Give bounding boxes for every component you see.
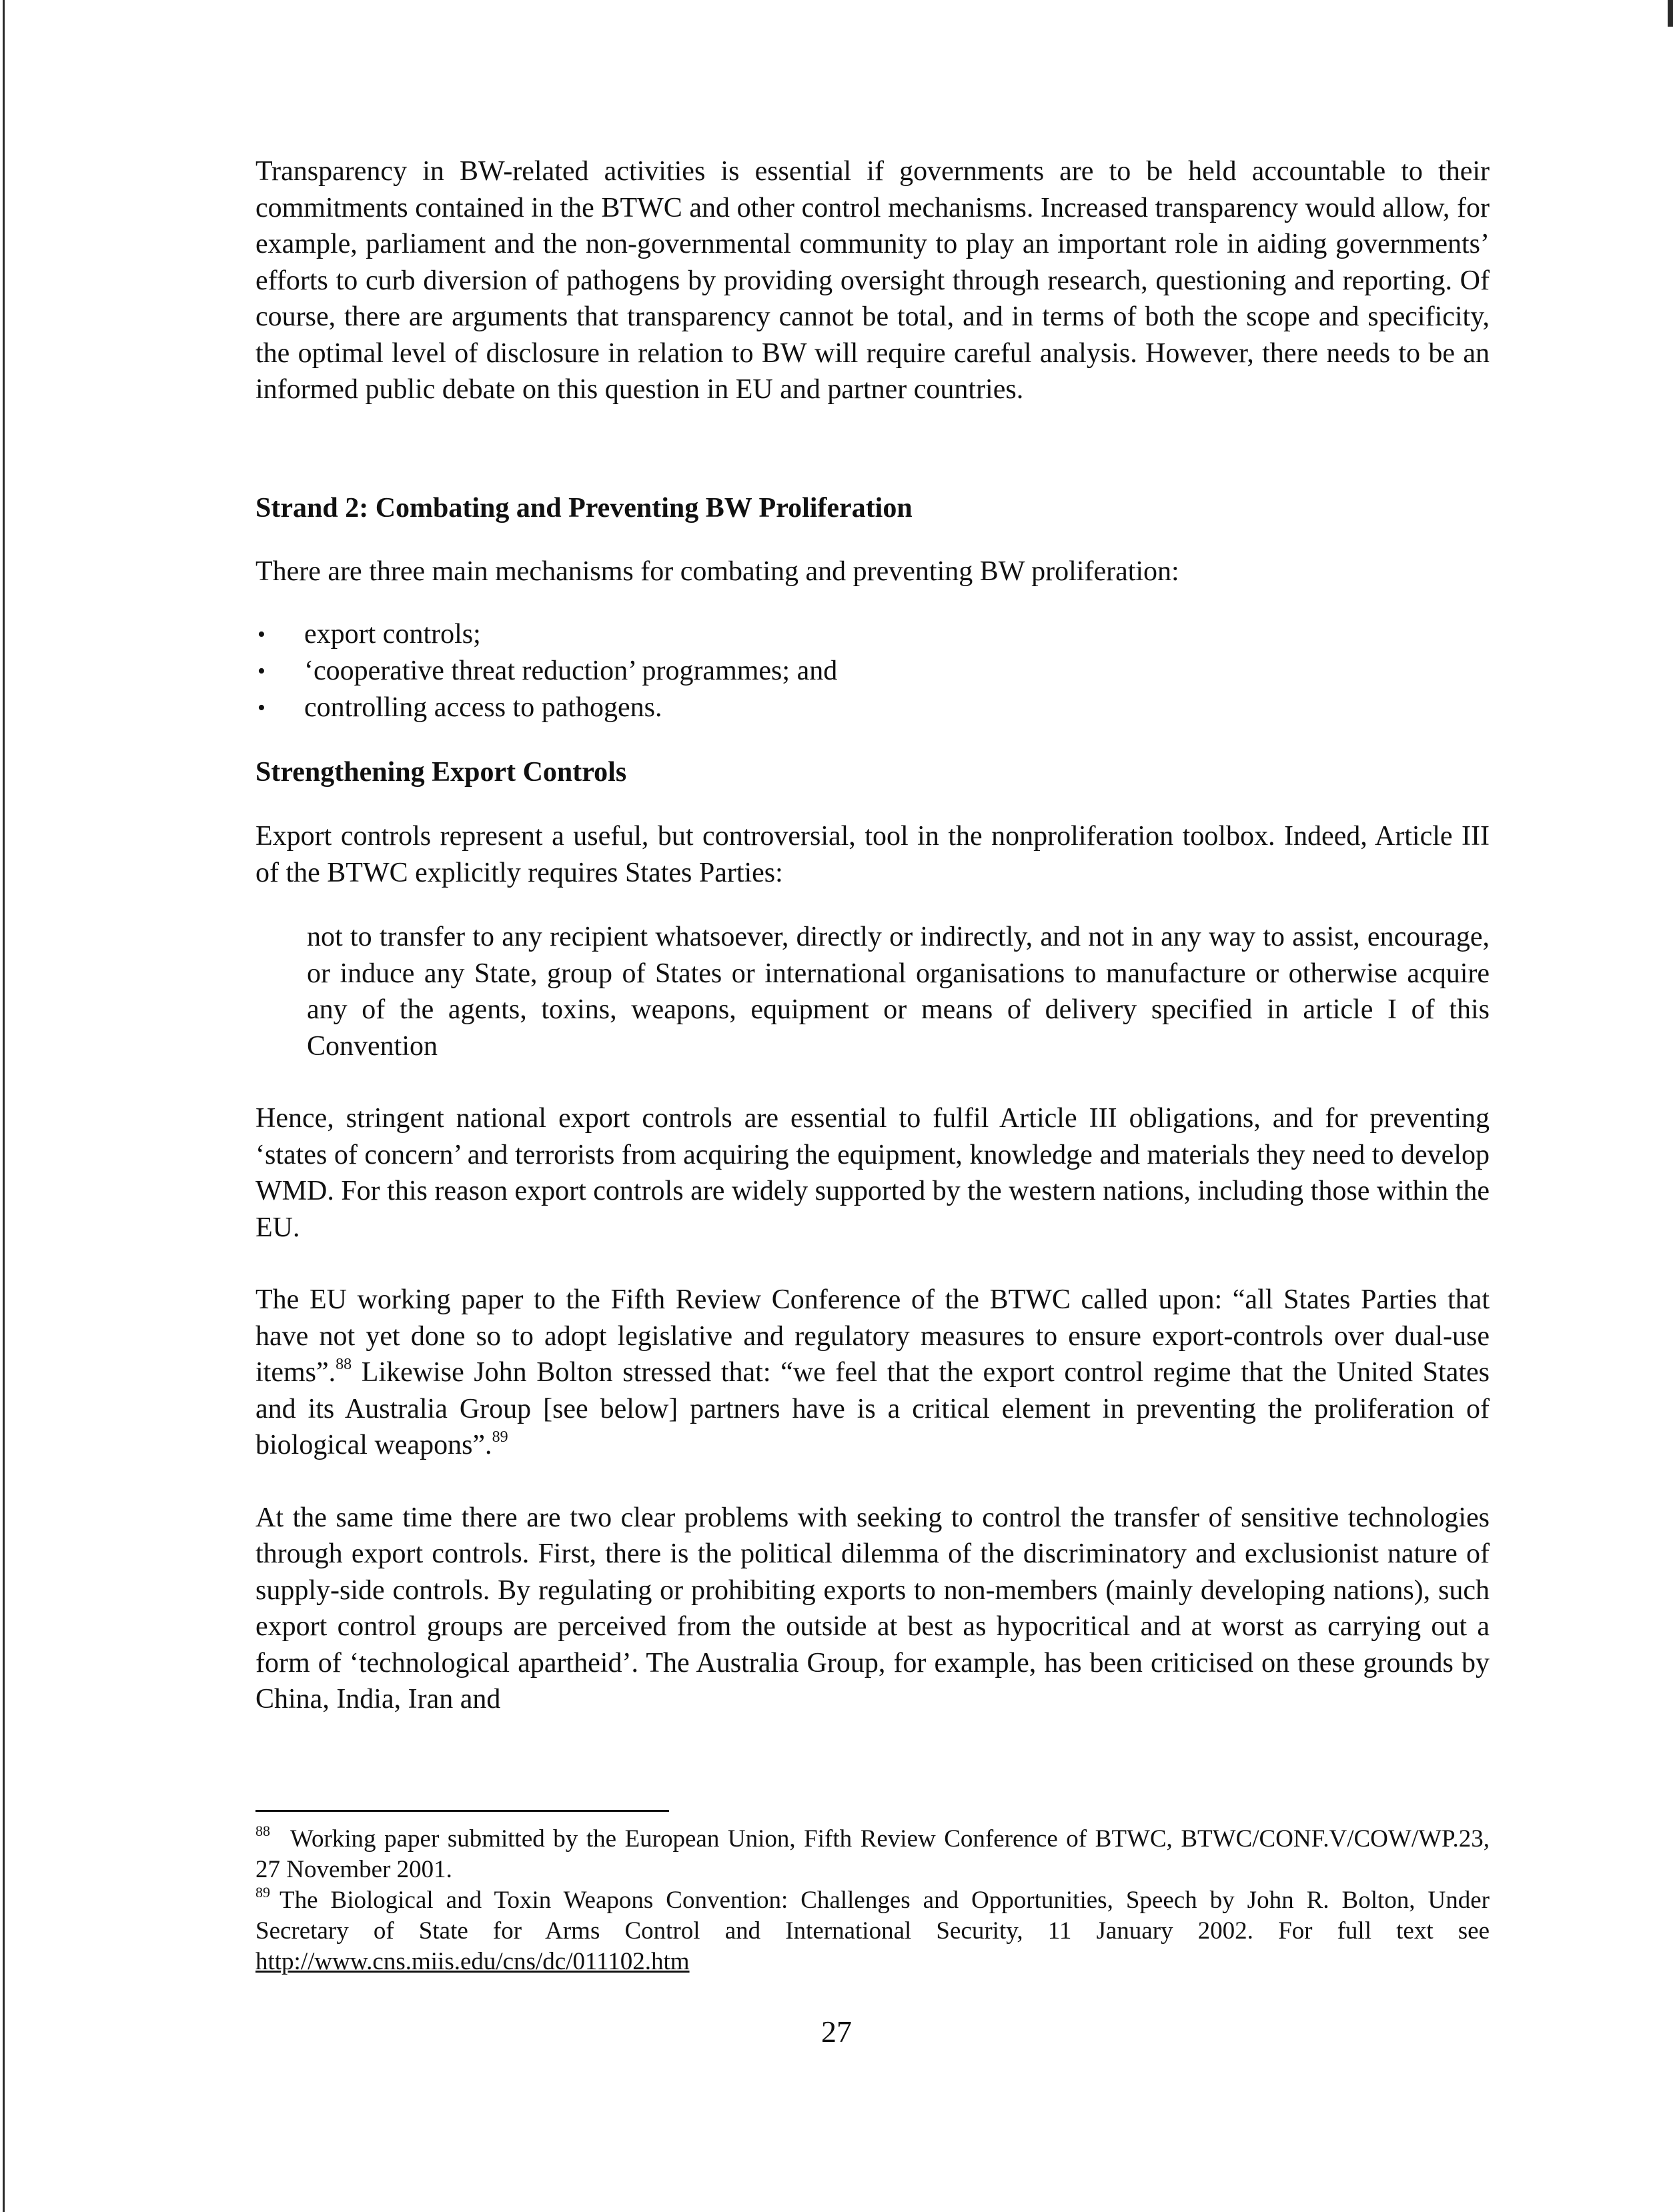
export-paragraph: Export controls represent a useful, but controversial, tool in the nonproliferation toolbox. Indeed, Article III of the BTWC explicitly requires States Parties: (255, 821, 1490, 888)
mechanisms-intro: There are three main mechanisms for combating and preventing BW proliferation: (255, 556, 1179, 587)
footnote-88 (255, 1824, 1490, 1885)
footnote-link[interactable]: http://www.cns.miis.edu/cns/dc/011102.htm (255, 1948, 690, 1975)
footnote-divider (255, 1810, 669, 1812)
list-item (257, 690, 1490, 726)
footnotes (255, 1824, 1490, 1977)
hence-paragraph: Hence, stringent national export controls are essential to fulfil Article III obligations, and for preventing ‘states of concern’ and terrorists from acquiring the equipment, knowledge and materials they need to develop WMD. For this reason export controls are widely supported by the western nations, including those within the EU. (255, 1103, 1490, 1243)
scan-edge (3, 0, 5, 2212)
mechanisms-list (255, 616, 1490, 726)
export-heading: Strengthening Export Controls (255, 757, 627, 788)
list-item-text: controlling access to pathogens. (304, 692, 662, 723)
list-item-text: export controls; (304, 619, 481, 650)
eu-paragraph-text-1: The EU working paper to the Fifth Review Conference of the BTWC called upon: “all States Parties that have not yet done so to adopt legislative and regulatory measures to ensure export-controls over dual-use items”. (255, 1284, 1490, 1388)
bullet-icon: • (257, 622, 265, 647)
footnote-number: 89 (255, 1884, 270, 1901)
list-item (257, 653, 1490, 690)
article-iii-quote: not to transfer to any recipient whatsoever, directly or indirectly, and not in any way to assist, encourage, or induce any State, group of States or international organisations to manufacture or otherwise acquire any of the agents, toxins, weapons, equipment or means of delivery specified in article I of this Convention (307, 922, 1490, 1062)
footnote-89 (255, 1885, 1490, 1977)
eu-paragraph (255, 1282, 1490, 1464)
footnote-ref-88: 88 (336, 1356, 352, 1373)
scan-corner-mark (1668, 0, 1673, 27)
footnote-text: The Biological and Toxin Weapons Convention: Challenges and Opportunities, Speech by John R. Bolton, Under Secretary of State for Arms Control and International Security, 11 January 2002. For full text see (255, 1887, 1490, 1945)
eu-paragraph-text-2: Likewise John Bolton stressed that: “we feel that the export control regime that the United States and its Australia Group [see below] partners have is a critical element in preventing the proliferation of biological weapons”. (255, 1357, 1490, 1460)
page-number: 27 (821, 2015, 852, 2049)
strand-heading: Strand 2: Combating and Preventing BW Proliferation (255, 492, 913, 523)
footnote-ref-89: 89 (492, 1428, 508, 1446)
list-item (257, 616, 1490, 653)
problems-paragraph: At the same time there are two clear problems with seeking to control the transfer of sensitive technologies through export controls. First, there is the political dilemma of the discriminatory and exclusionist nature of supply-side controls. By regulating or prohibiting exports to non-members (mainly developing nations), such export control groups are perceived from the outside at best as hypocritical and at worst as carrying out a form of ‘technological apartheid’. The Australia Group, for example, has been criticised on these grounds by China, India, Iran and (255, 1502, 1490, 1715)
footnote-text: Working paper submitted by the European Union, Fifth Review Conference of BTWC, BTWC/CONF.V/COW/WP.23, 27 November 2001. (255, 1825, 1490, 1883)
list-item-text: ‘cooperative threat reduction’ programmes; and (304, 656, 838, 686)
footnote-number: 88 (255, 1823, 270, 1839)
document-body (255, 153, 1490, 1718)
intro-paragraph: Transparency in BW-related activities is essential if governments are to be held accountable to their commitments contained in the BTWC and other control mechanisms. Increased transparency would allow, for example, parliament and the non-governmental community to play an important role in aiding governments’ efforts to curb diversion of pathogens by providing oversight through research, questioning and reporting. Of course, there are arguments that transparency cannot be total, and in terms of both the scope and specificity, the optimal level of disclosure in relation to BW will require careful analysis. However, there needs to be an informed public debate on this question in EU and partner countries. (255, 156, 1490, 405)
bullet-icon: • (257, 696, 265, 720)
bullet-icon: • (257, 659, 265, 684)
